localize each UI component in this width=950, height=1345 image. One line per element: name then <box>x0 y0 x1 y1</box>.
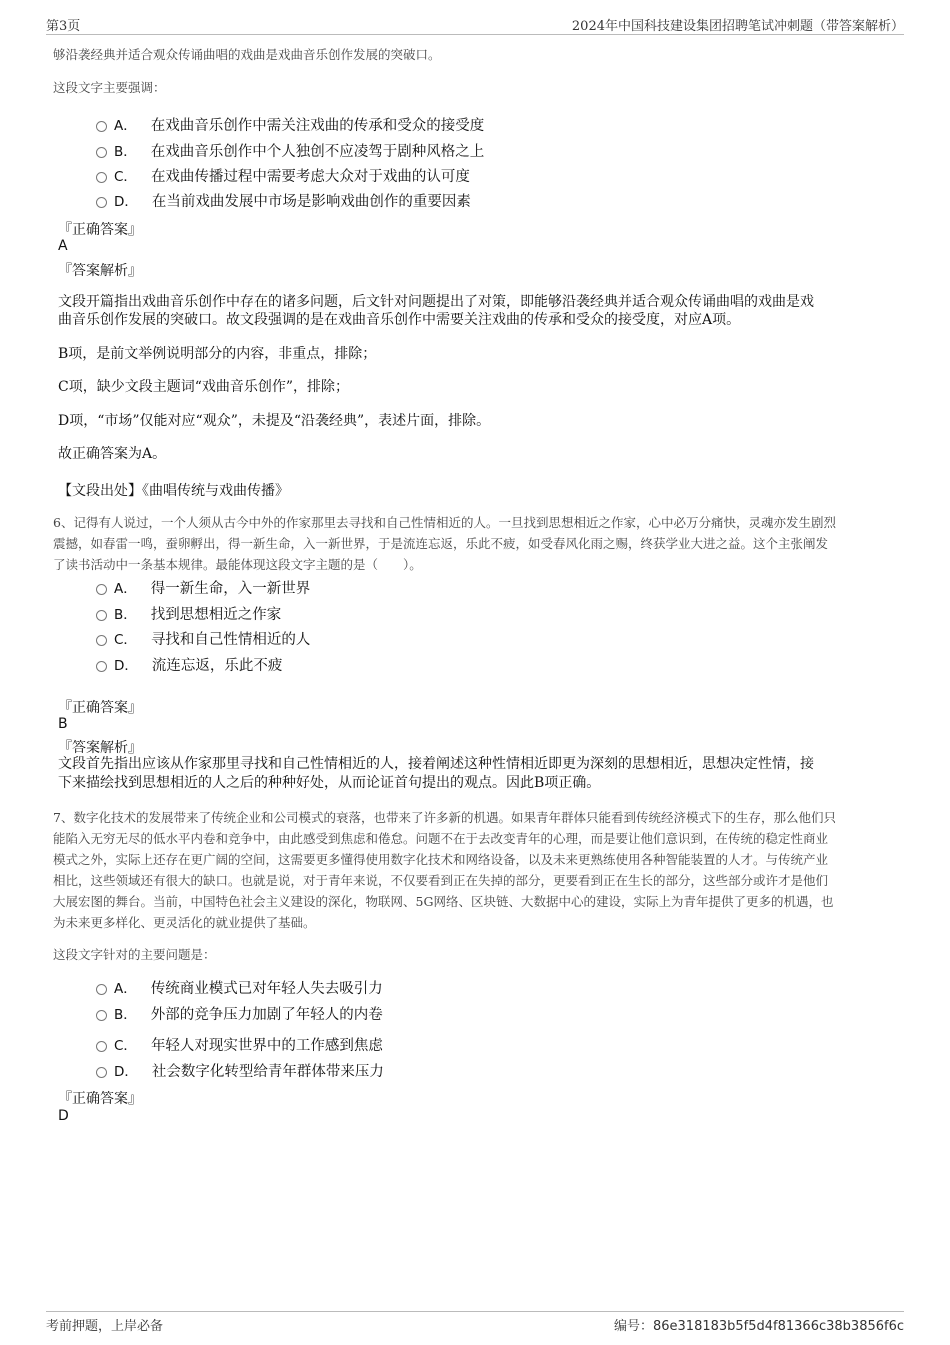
q6-analysis-line: 下来描绘找到思想相近的人之后的种种好处，从而论证首句提出的观点。因此B项正确。 <box>58 775 601 791</box>
radio-icon[interactable] <box>96 121 107 132</box>
radio-icon[interactable] <box>96 1010 107 1021</box>
q6-answer: B <box>58 716 68 732</box>
option-key: D． <box>114 194 138 210</box>
option-text: 流连忘返，乐此不疲 <box>151 657 283 674</box>
radio-icon[interactable] <box>96 610 107 621</box>
footer-code <box>614 1315 904 1334</box>
q7-option-d[interactable] <box>96 1059 384 1081</box>
option-text: 在戏曲音乐创作中需关注戏曲的传承和受众的接受度 <box>150 117 485 134</box>
q6-option-d[interactable] <box>96 653 282 675</box>
radio-icon[interactable] <box>96 635 107 646</box>
q5-option-b[interactable] <box>96 139 484 161</box>
option-text: 得一新生命，入一新世界 <box>150 580 311 597</box>
q7-stem-line: 模式之外，实际上还存在更广阔的空间，这需要更多懂得使用数字化技术和网络设备，以及未来更熟练使用各种智能装置的人才。与传统产业 <box>53 852 829 867</box>
option-key: C． <box>114 169 137 185</box>
q6-stem-line: 6、记得有人说过，一个人须从古今中外的作家那里去寻找和自己性情相近的人。一旦找到思想相近之作家，心中必万分痛快，灵魂亦发生剧烈 <box>53 515 836 530</box>
q7-answer-label: 『正确答案』 <box>58 1091 142 1107</box>
radio-icon[interactable] <box>96 1041 107 1052</box>
q5-analysis-line: 曲音乐创作发展的突破口。故文段强调的是在戏曲音乐创作中需要关注戏曲的传承和受众的接受度，对应A项。 <box>58 312 741 328</box>
radio-icon[interactable] <box>96 584 107 595</box>
option-key: A． <box>114 581 137 597</box>
q5-analysis-line: D项，“市场”仅能对应“观众”，未提及“沿袭经典”，表述片面，排除。 <box>58 413 491 429</box>
radio-icon[interactable] <box>96 172 107 183</box>
radio-icon[interactable] <box>96 147 107 158</box>
q5-option-c[interactable] <box>96 164 470 186</box>
q7-stem-line: 7、数字化技术的发展带来了传统企业和公司模式的衰落，也带来了许多新的机遇。如果青年群体只能看到传统经济模式下的生存，那么他们只 <box>53 810 836 825</box>
option-key: B． <box>114 144 137 160</box>
q5-answer-label: 『正确答案』 <box>58 222 142 238</box>
q6-stem-line: 震撼，如春雷一鸣，蚕卵孵出，得一新生命，入一新世界，于是流连忘返，乐此不疲，如受春风化雨之赐，终获学业大进之益。这个主张阐发 <box>53 536 829 551</box>
q5-option-a[interactable] <box>96 113 484 135</box>
q5-answer: A <box>58 238 68 254</box>
q6-option-c[interactable] <box>96 627 310 649</box>
q7-answer: D <box>58 1108 69 1124</box>
option-key: A． <box>114 118 137 134</box>
footer-divider <box>46 1311 904 1312</box>
header-divider <box>46 34 904 35</box>
q5-analysis-line: 故正确答案为A。 <box>58 446 167 462</box>
option-key: C． <box>114 632 137 648</box>
q6-analysis-label: 『答案解析』 <box>58 740 142 756</box>
q6-option-b[interactable] <box>96 602 281 624</box>
option-text: 年轻人对现实世界中的工作感到焦虑 <box>150 1037 383 1054</box>
option-key: A． <box>114 981 137 997</box>
option-key: B． <box>114 607 137 623</box>
option-text: 在戏曲音乐创作中个人独创不应凌驾于剧种风格之上 <box>150 143 485 160</box>
footer-code-label: 编号： <box>613 1319 653 1334</box>
document-title: 2024年中国科技建设集团招聘笔试冲刺题（带答案解析） <box>571 19 904 34</box>
q7-question: 这段文字针对的主要问题是： <box>53 947 216 962</box>
option-text: 寻找和自己性情相近的人 <box>150 631 311 648</box>
option-text: 在戏曲传播过程中需要考虑大众对于戏曲的认可度 <box>150 168 470 185</box>
page-number: 第3页 <box>46 19 81 34</box>
q6-stem-line: 了读书活动中一条基本规律。最能体现这段文字主题的是（ ）。 <box>53 557 422 572</box>
option-key: D． <box>114 658 138 674</box>
option-text: 在当前戏曲发展中市场是影响戏曲创作的重要因素 <box>151 193 471 210</box>
q5-option-d[interactable] <box>96 189 471 211</box>
option-text: 找到思想相近之作家 <box>150 606 282 623</box>
q5-analysis-line: 文段开篇指出戏曲音乐创作中存在的诸多问题，后文针对问题提出了对策，即能够沿袭经典并适合观众传诵曲唱的戏曲是戏 <box>58 294 814 310</box>
footer-slogan: 考前押题，上岸必备 <box>46 1319 164 1334</box>
option-key: C． <box>114 1038 137 1054</box>
q7-stem-line: 能陷入无穷无尽的低水平内卷和竞争中，由此感受到焦虑和倦怠。问题不在于去改变青年的心理，而是要让他们意识到，在传统的稳定性商业 <box>53 831 829 846</box>
q7-stem-line: 大展宏图的舞台。当前，中国特色社会主义建设的深化，物联网、5G网络、区块链、大数据中心的建设，实际上为青年提供了更多的机遇，也 <box>53 894 834 909</box>
q7-option-a[interactable] <box>96 976 383 998</box>
q7-stem-line: 为未来更多样化、更灵活化的就业提供了基础。 <box>53 915 316 930</box>
radio-icon[interactable] <box>96 1067 107 1078</box>
q7-option-b[interactable] <box>96 1002 383 1024</box>
option-key: D． <box>114 1064 138 1080</box>
option-key: B． <box>114 1007 137 1023</box>
q5-analysis-label: 『答案解析』 <box>58 263 142 279</box>
footer-code-value: 86e318183b5f5d4f81366c38b3856f6c <box>652 1319 904 1334</box>
q6-analysis-line: 文段首先指出应该从作家那里寻找和自己性情相近的人，接着阐述这种性情相近即更为深刻的思想相近，思想决定性情，接 <box>58 756 814 772</box>
q5-source: 【文段出处】《曲唱传统与戏曲传播》 <box>58 483 289 499</box>
q5-passage-tail: 够沿袭经典并适合观众传诵曲唱的戏曲是戏曲音乐创作发展的突破口。 <box>53 47 441 62</box>
option-text: 社会数字化转型给青年群体带来压力 <box>151 1063 384 1080</box>
q6-answer-label: 『正确答案』 <box>58 700 142 716</box>
radio-icon[interactable] <box>96 197 107 208</box>
q6-option-a[interactable] <box>96 576 310 598</box>
q7-stem-line: 相比，这些领域还有很大的缺口。也就是说，对于青年来说，不仅要看到正在失掉的部分，更要看到正在生长的部分，这些部分或许才是他们 <box>53 873 829 888</box>
radio-icon[interactable] <box>96 984 107 995</box>
radio-icon[interactable] <box>96 661 107 672</box>
option-text: 传统商业模式已对年轻人失去吸引力 <box>150 980 383 997</box>
option-text: 外部的竞争压力加剧了年轻人的内卷 <box>150 1006 383 1023</box>
q7-option-c[interactable] <box>96 1033 383 1055</box>
q5-analysis-line: B项，是前文举例说明部分的内容，非重点，排除； <box>58 346 377 362</box>
q5-analysis-line: C项，缺少文段主题词“戏曲音乐创作”，排除； <box>58 379 350 395</box>
q5-stem: 这段文字主要强调： <box>53 80 166 95</box>
